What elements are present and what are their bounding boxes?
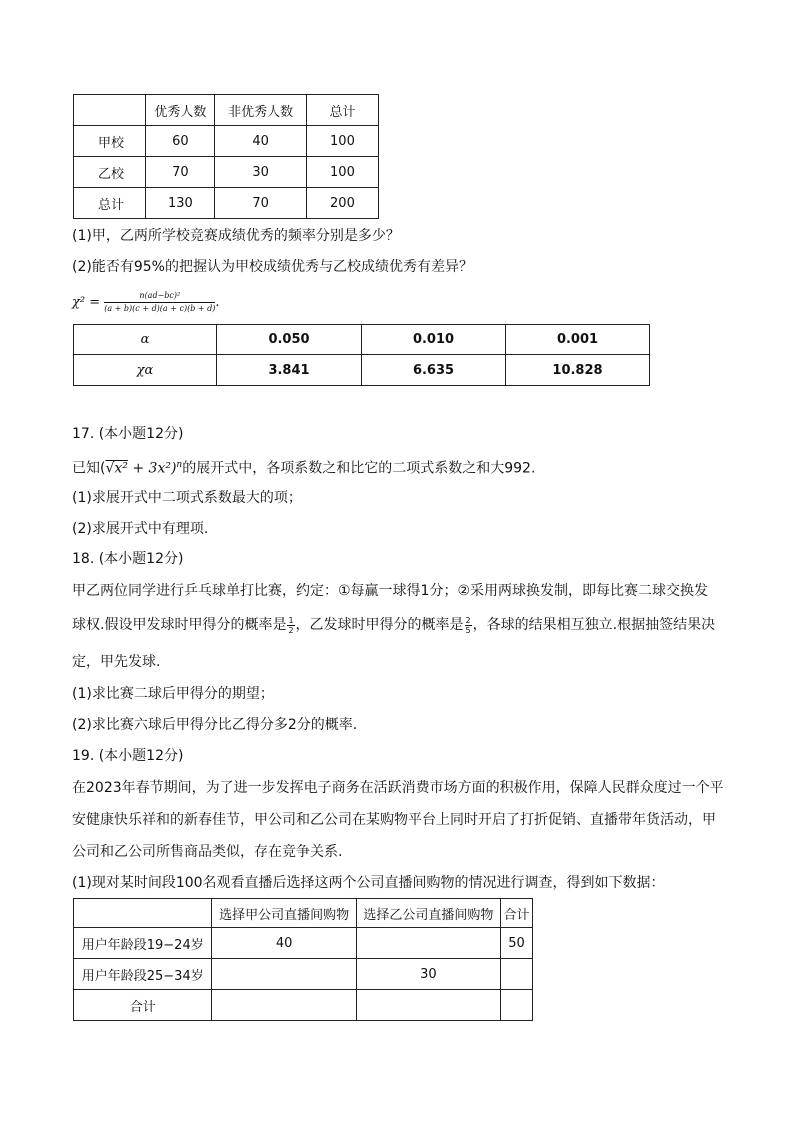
question16-part2: (2)能否有95%的把握认为甲校成绩优秀与乙校成绩优秀有差异？ — [72, 259, 473, 275]
table-cell: 30 — [215, 157, 307, 188]
survey-table — [73, 898, 533, 1021]
question19-line3: 公司和乙公司所售商品类似，存在竞争关系. — [72, 844, 343, 860]
table-cell: 10.828 — [506, 355, 650, 386]
table-cell: 130 — [146, 188, 215, 219]
table-cell: 总计 — [74, 188, 146, 219]
table-cell: χα — [74, 355, 217, 386]
stem-mid: + 3x²) — [127, 460, 177, 477]
table-header-cell: 总计 — [306, 95, 378, 126]
table-cell: 200 — [306, 188, 378, 219]
question19-header: 19. (本小题12分) — [72, 748, 184, 764]
table-cell — [501, 959, 533, 990]
table-cell: 70 — [215, 188, 307, 219]
line2-a: 球权.假设甲发球时甲得分的概率是 — [72, 617, 287, 633]
table-header-cell: 合计 — [501, 899, 533, 928]
contingency-table-schools — [73, 94, 379, 219]
question18-line2 — [72, 615, 715, 635]
question18-line1: 甲乙两位同学进行乒乓球单打比赛，约定：①每赢一球得1分；②采用两球换发制，即每比赛二球交换发 — [72, 583, 709, 599]
table-cell — [501, 990, 533, 1021]
table-cell: 6.635 — [362, 355, 506, 386]
question17-header: 17. (本小题12分) — [72, 426, 184, 442]
table-cell: 3.841 — [217, 355, 362, 386]
fraction-numerator: 1 — [288, 615, 294, 625]
table-cell: 用户年龄段25−34岁 — [74, 959, 212, 990]
table-cell: 40 — [212, 928, 356, 959]
line2-c: ，各球的结果相互独立.根据抽签结果决 — [472, 617, 716, 633]
table-cell: 0.010 — [362, 325, 506, 355]
table-cell — [212, 959, 356, 990]
formula-denominator: (a + b)(c + d)(a + c)(b + d) — [104, 304, 216, 313]
formula-lhs: χ² = — [72, 295, 105, 310]
chi-square-formula — [72, 290, 220, 315]
table-cell: 甲校 — [74, 126, 146, 157]
table-cell: 合计 — [74, 990, 212, 1021]
question17-part2: (2)求展开式中有理项. — [72, 521, 209, 537]
table-cell: 60 — [146, 126, 215, 157]
table-cell: 100 — [306, 126, 378, 157]
question18-part1: (1)求比赛二球后甲得分的期望； — [72, 686, 274, 702]
table-cell — [212, 990, 356, 1021]
question19-part1: (1)现对某时间段100名观看直播后选择这两个公司直播间购物的情况进行调查，得到如下数据： — [72, 875, 665, 891]
fraction-numerator: 2 — [465, 615, 471, 625]
fraction-denominator: 5 — [465, 625, 471, 635]
table-cell: 70 — [146, 157, 215, 188]
table-cell: 30 — [356, 959, 500, 990]
table-cell: α — [74, 325, 217, 355]
table-cell — [356, 928, 500, 959]
table-header-cell: 选择甲公司直播间购物 — [212, 899, 356, 928]
question16-part1: (1)甲，乙两所学校竞赛成绩优秀的频率分别是多少？ — [72, 228, 400, 244]
table-cell: 0.050 — [217, 325, 362, 355]
table-header-cell — [74, 899, 212, 928]
table-cell: 100 — [306, 157, 378, 188]
table-header-cell: 非优秀人数 — [215, 95, 307, 126]
table-cell — [356, 990, 500, 1021]
table-header-cell: 优秀人数 — [146, 95, 215, 126]
question17-part1: (1)求展开式中二项式系数最大的项； — [72, 490, 302, 506]
stem-root: √x² — [105, 460, 128, 477]
formula-fraction — [104, 290, 215, 315]
question18-line3: 定，甲先发球. — [72, 654, 161, 670]
stem-exponent: n — [176, 460, 183, 470]
question18-header: 18. (本小题12分) — [72, 551, 184, 567]
question18-part2: (2)求比赛六球后甲得分比乙得分多2分的概率. — [72, 717, 358, 733]
stem-pre: 已知( — [72, 460, 106, 477]
fraction-one-half — [287, 616, 294, 635]
formula-end: . — [215, 295, 220, 310]
critical-value-table — [73, 324, 650, 386]
question19-line1: 在2023年春节期间，为了进一步发挥电子商务在活跃消费市场方面的积极作用，保障人民群众度过一个平 — [72, 780, 724, 796]
stem-post: 的展开式中，各项系数之和比它的二项式系数之和大992. — [182, 460, 536, 477]
table-cell: 0.001 — [506, 325, 650, 355]
table-header-cell: 选择乙公司直播间购物 — [356, 899, 500, 928]
line2-b: ，乙发球时甲得分的概率是 — [295, 617, 464, 633]
table-cell: 乙校 — [74, 157, 146, 188]
table-cell: 40 — [215, 126, 307, 157]
fraction-denominator: 2 — [288, 625, 294, 635]
question17-stem — [72, 455, 535, 479]
question19-line2: 安健康快乐祥和的新春佳节，甲公司和乙公司在某购物平台上同时开启了打折促销、直播带年货活动，甲 — [72, 812, 716, 828]
table-header-cell — [74, 95, 146, 126]
formula-numerator: n(ad−bc)² — [104, 290, 215, 303]
fraction-two-fifths — [465, 616, 472, 635]
table-cell: 用户年龄段19−24岁 — [74, 928, 212, 959]
table-cell: 50 — [501, 928, 533, 959]
